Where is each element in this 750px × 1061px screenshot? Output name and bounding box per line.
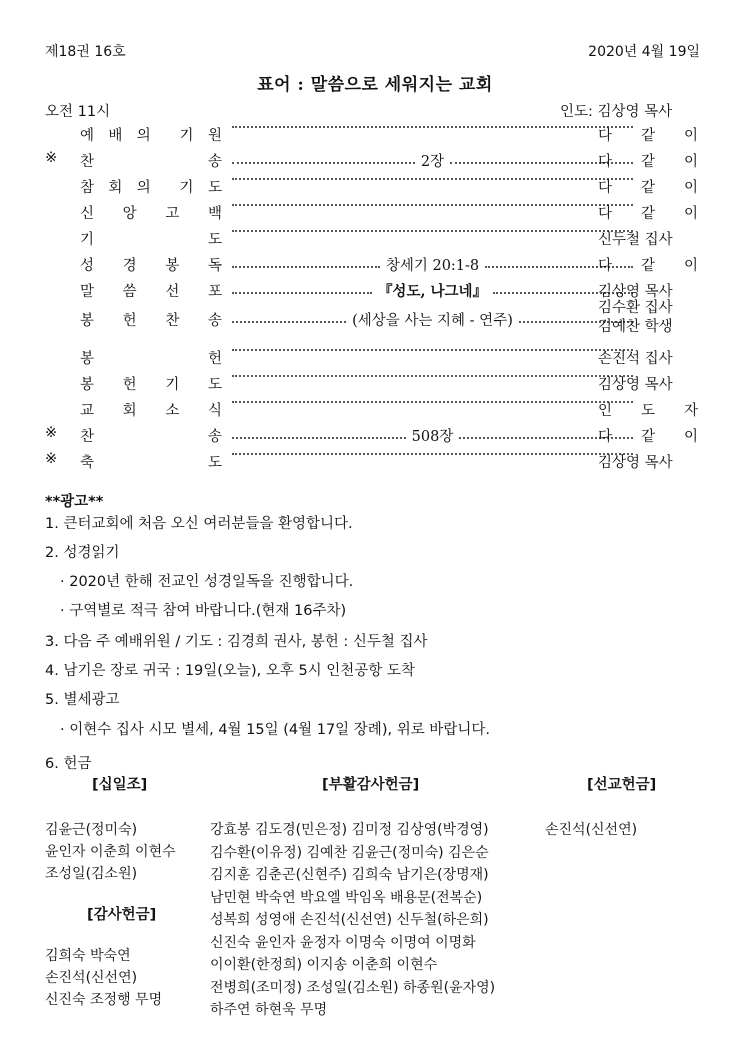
name-char: 교 (80, 403, 95, 419)
worship-row (45, 124, 705, 150)
dot-leader (230, 373, 635, 375)
standing-mark: ※ (45, 451, 58, 467)
dot-fill (232, 437, 406, 439)
worship-item-person (598, 176, 698, 197)
name-char: 봉 (165, 258, 180, 274)
name-char: 도 (207, 455, 222, 471)
offering-name-line: 조성일(김소원) (45, 866, 138, 882)
person-char: 김상영 목사 (598, 284, 673, 300)
dot-leader (230, 228, 635, 230)
name-char: 백 (207, 206, 222, 222)
worship-row (45, 202, 705, 228)
worship-row (45, 228, 705, 254)
worship-item-name (80, 451, 222, 472)
worship-item-name (80, 150, 222, 171)
worship-item-detail: 창세기 20:1-8 (385, 258, 480, 274)
name-char: 원 (207, 128, 222, 144)
dot-fill (232, 162, 415, 164)
name-char: 참 (80, 180, 95, 196)
worship-item-name (80, 373, 222, 394)
announcement-line: 1. 큰터교회에 처음 오신 여러분들을 환영합니다. (45, 516, 353, 532)
worship-item-name (80, 176, 222, 197)
dot-leader (230, 425, 635, 446)
name-char: 배 (108, 128, 123, 144)
person-char: 신두철 집사 (598, 232, 673, 248)
person-char: 같 (640, 429, 655, 445)
name-char: 봉 (80, 351, 95, 367)
name-char: 헌 (122, 377, 137, 393)
offering-name-line: 손진석(신선연) (45, 970, 138, 986)
name-char: 헌 (122, 313, 137, 329)
name-char: 말 (80, 284, 95, 300)
announcement-line: 3. 다음 주 예배위원 / 기도 : 김경희 권사, 봉헌 : 신두철 집사 (45, 634, 428, 650)
name-char: 기 (179, 128, 194, 144)
announcement-line: 2. 성경읽기 (45, 545, 120, 561)
name-char: 찬 (80, 154, 95, 170)
person-char: 다 (598, 429, 613, 445)
name-char: 포 (207, 284, 222, 300)
bulletin-date: 2020년 4월 19일 (588, 44, 700, 60)
dot-fill (232, 453, 633, 455)
person-char: 같 (640, 258, 655, 274)
worship-item-name (80, 228, 222, 249)
person-char: 다 (598, 128, 613, 144)
worship-row (45, 425, 705, 451)
standing-mark: ※ (45, 425, 58, 441)
offering-name-line: 이이환(한정희) 이지송 이춘희 이현수 (210, 957, 438, 973)
person-char: 다 (598, 180, 613, 196)
worship-item-person (598, 150, 698, 171)
name-char: 독 (207, 258, 222, 274)
dot-leader (230, 176, 635, 178)
worship-item-detail: (세상을 사는 지혜 - 연주) (352, 313, 513, 329)
person-char: 다 (598, 206, 613, 222)
offering-name-line: 하주연 하현욱 무명 (210, 1002, 328, 1018)
person-char: 인 (598, 403, 613, 419)
worship-row (45, 373, 705, 399)
dot-leader (230, 150, 635, 171)
dot-fill (232, 178, 633, 180)
name-char: 도 (207, 232, 222, 248)
dot-fill (232, 375, 633, 377)
name-char: 봉 (80, 377, 95, 393)
offering-name-line: 김지훈 김춘곤(신현주) 김희숙 남기은(장명재) (210, 867, 489, 883)
name-char: 의 (136, 128, 151, 144)
person-char: 같 (640, 206, 655, 222)
dot-fill (232, 349, 633, 351)
name-char: 봉 (80, 313, 95, 329)
mission-heading: [선교헌금] (587, 777, 657, 793)
worship-item-name (80, 399, 222, 420)
person-char: 김상영 목사 (598, 455, 673, 471)
worship-item-name (80, 280, 222, 301)
service-leader: 인도: 김상영 목사 (560, 104, 673, 120)
name-char: 기 (80, 232, 95, 248)
dot-fill (232, 292, 372, 294)
worship-row (45, 254, 705, 280)
name-char: 회 (108, 180, 123, 196)
announcement-line: 6. 헌금 (45, 756, 92, 772)
person-char: 도 (640, 403, 655, 419)
announcements-heading: **광고** (45, 494, 104, 510)
name-char: 축 (80, 455, 95, 471)
announcement-line: · 구역별로 적극 참여 바랍니다.(현재 16주차) (60, 603, 347, 619)
person-name: 김수환 집사 (598, 300, 673, 316)
worship-row (45, 150, 705, 176)
dot-fill (232, 401, 633, 403)
offering-name-line: 손진석(신선연) (545, 822, 638, 838)
offering-name-line: 윤인자 이춘희 이현수 (45, 844, 176, 860)
worship-item-person (598, 202, 698, 223)
name-char: 송 (207, 154, 222, 170)
worship-row (45, 399, 705, 425)
bulletin-volume: 제18권 16호 (45, 44, 126, 60)
name-char: 회 (122, 403, 137, 419)
dot-fill (232, 321, 346, 323)
offering-name-line: 김수환(이유정) 김예찬 김윤근(정미숙) 김은순 (210, 844, 489, 861)
announcement-line: · 이현수 집사 시모 별세, 4월 15일 (4월 17일 장례), 위로 바랍니다. (60, 722, 490, 738)
person-char: 자 (683, 403, 698, 419)
name-char: 신 (80, 206, 95, 222)
worship-item-detail: 508장 (411, 429, 454, 445)
name-char: 식 (207, 403, 222, 419)
name-char: 기 (165, 377, 180, 393)
dot-leader (230, 309, 635, 330)
offering-name-line: 강효봉 김도경(민은정) 김미정 김상영(박경영) (210, 822, 489, 838)
name-char: 소 (165, 403, 180, 419)
worship-item-person (598, 425, 698, 446)
name-char: 의 (136, 180, 151, 196)
dot-fill (232, 204, 633, 206)
person-char: 이 (683, 258, 698, 274)
name-char: 예 (80, 128, 95, 144)
worship-row (45, 176, 705, 202)
person-char: 같 (640, 154, 655, 170)
dot-fill (232, 266, 380, 268)
person-char: 이 (683, 128, 698, 144)
name-char: 고 (165, 206, 180, 222)
worship-item-person (598, 451, 698, 472)
worship-item-person (598, 347, 698, 368)
offering-name-line: 김윤근(정미숙) (45, 822, 138, 838)
announcement-line: 4. 남기은 장로 귀국 : 19일(오늘), 오후 5시 인천공항 도착 (45, 663, 415, 679)
person-char: 같 (640, 128, 655, 144)
thanks-heading: [감사헌금] (87, 907, 157, 923)
name-char: 기 (179, 180, 194, 196)
name-char: 도 (207, 377, 222, 393)
dot-leader (230, 347, 635, 349)
offering-name-line: 신진숙 조정행 무명 (45, 992, 163, 1008)
name-char: 경 (122, 258, 137, 274)
name-char: 성 (80, 258, 95, 274)
worship-row (45, 451, 705, 477)
worship-item-person (598, 254, 698, 275)
person-char: 손진석 집사 (598, 351, 673, 367)
name-char: 도 (207, 180, 222, 196)
worship-item-person (598, 124, 698, 145)
person-char: 이 (683, 180, 698, 196)
name-char: 송 (207, 313, 222, 329)
standing-mark: ※ (45, 150, 58, 166)
name-char: 헌 (207, 351, 222, 367)
page-title: 표어 : 말씀으로 세워지는 교회 (257, 75, 493, 95)
person-char: 다 (598, 154, 613, 170)
worship-item-detail: 『성도, 나그네』 (377, 283, 488, 300)
offering-name-line: 전병희(조미정) 조성일(김소원) 하종원(윤자영) (210, 979, 496, 996)
worship-item-name (80, 202, 222, 223)
dot-leader (230, 451, 635, 453)
service-time: 오전 11시 (45, 104, 111, 120)
worship-item-name (80, 124, 222, 145)
offering-name-line: 남민현 박숙연 박요엘 박임옥 배용문(전복순) (210, 889, 483, 906)
worship-item-person (598, 373, 698, 394)
person-char: 김상영 목사 (598, 377, 673, 393)
worship-item-person (598, 399, 698, 420)
name-char: 송 (207, 429, 222, 445)
dot-fill (232, 230, 633, 232)
person-char: 이 (683, 429, 698, 445)
name-char: 찬 (165, 313, 180, 329)
announcement-line: 5. 별세광고 (45, 692, 120, 708)
name-char: 선 (165, 284, 180, 300)
dot-fill (232, 126, 633, 128)
announcement-line: · 2020년 한해 전교인 성경일독을 진행합니다. (60, 574, 354, 590)
worship-row (45, 347, 705, 373)
dot-leader (230, 202, 635, 204)
person-name: 김예찬 학생 (598, 319, 673, 335)
person-char: 이 (683, 154, 698, 170)
dot-leader (230, 124, 635, 126)
worship-item-name (80, 309, 222, 330)
offering-name-line: 성복희 성영애 손진석(신선연) 신두철(하은희) (210, 912, 489, 928)
worship-item-name (80, 425, 222, 446)
worship-row (45, 300, 705, 335)
name-char: 앙 (122, 206, 137, 222)
dot-leader (230, 280, 635, 301)
worship-item-name (80, 347, 222, 368)
dot-leader (230, 254, 635, 275)
worship-item-person (598, 228, 698, 249)
worship-item-name (80, 254, 222, 275)
worship-item-detail: 2장 (420, 154, 445, 170)
name-char: 씀 (122, 284, 137, 300)
offering-name-line: 신진숙 윤인자 윤정자 이명숙 이명여 이명화 (210, 934, 476, 951)
tithe-heading: [십일조] (92, 777, 148, 793)
easter-heading: [부활감사헌금] (322, 777, 420, 793)
worship-item-persons (598, 299, 700, 337)
person-char: 이 (683, 206, 698, 222)
name-char: 찬 (80, 429, 95, 445)
person-char: 같 (640, 180, 655, 196)
dot-leader (230, 399, 635, 401)
worship-item-person (598, 280, 698, 301)
person-char: 다 (598, 258, 613, 274)
offering-name-line: 김희숙 박숙연 (45, 948, 131, 964)
